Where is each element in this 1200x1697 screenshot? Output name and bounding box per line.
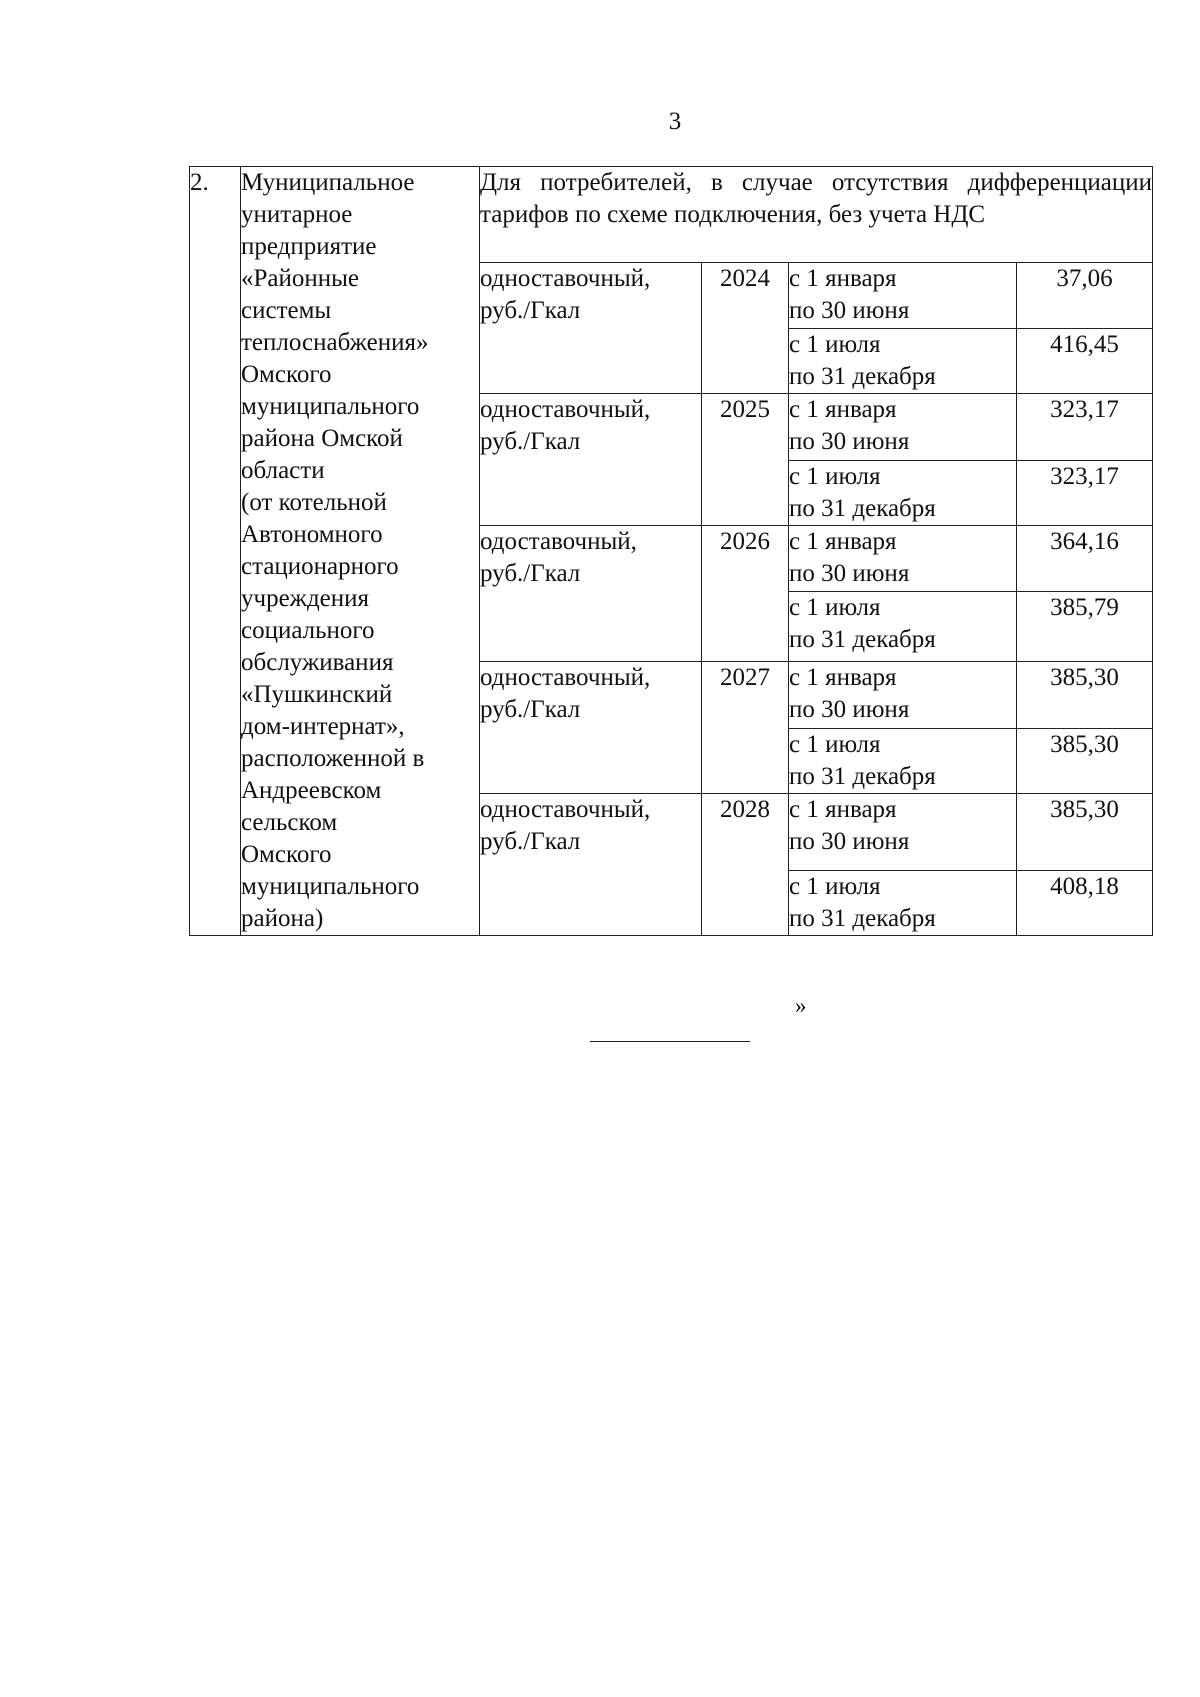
organization-line: Автономного <box>241 521 383 548</box>
condition-row <box>190 167 1153 263</box>
period-start: с 1 июля <box>789 730 881 758</box>
organization-line: предприятие <box>241 233 377 260</box>
row-number: 2. <box>190 167 241 936</box>
organization-line: муниципального <box>241 873 420 900</box>
period-second-half <box>789 460 1017 525</box>
organization-line: «Районные <box>241 265 360 292</box>
period-end: по 31 декабря <box>789 905 936 932</box>
tariff-type <box>480 263 702 394</box>
period-start: с 1 июля <box>789 462 881 490</box>
organization-line: области <box>241 457 325 484</box>
organization-line: расположенной в <box>241 745 425 772</box>
tariff-unit-line: руб./Гкал <box>480 297 581 324</box>
tariff-type <box>480 793 702 935</box>
tariff-value: 385,79 <box>1017 592 1153 662</box>
organization-line: (от котельной <box>241 489 387 516</box>
period-first-half <box>789 662 1017 728</box>
period-start: с 1 января <box>789 795 897 823</box>
period-first-half <box>789 793 1017 870</box>
period-end: по 30 июня <box>789 428 910 456</box>
tariff-type <box>480 662 702 793</box>
period-start: с 1 января <box>789 527 897 555</box>
organization-line: «Пушкинский <box>241 681 393 708</box>
period-start: с 1 июля <box>789 873 881 900</box>
tariff-value: 385,30 <box>1017 793 1153 870</box>
period-second-half <box>789 728 1017 793</box>
period-start: с 1 января <box>789 265 897 292</box>
tariff-year: 2025 <box>702 394 789 525</box>
tariff-value: 323,17 <box>1017 460 1153 525</box>
period-end: по 31 декабря <box>789 363 936 391</box>
tariff-value: 37,06 <box>1017 263 1153 329</box>
period-first-half <box>789 525 1017 591</box>
organization-line: социального <box>241 617 375 644</box>
organization-line: Омского <box>241 841 332 868</box>
tariff-type <box>480 394 702 525</box>
organization-line: района) <box>241 905 324 932</box>
page-number: 3 <box>668 108 682 135</box>
period-start: с 1 января <box>789 664 897 692</box>
period-start: с 1 января <box>789 396 897 424</box>
tariff-unit-line: руб./Гкал <box>480 559 581 587</box>
organization-line: обслуживания <box>241 649 394 676</box>
tariff-type <box>480 525 702 661</box>
period-end: по 31 декабря <box>789 494 936 522</box>
organization-line: муниципального <box>241 393 420 420</box>
tariff-value: 416,45 <box>1017 329 1153 394</box>
period-end: по 30 июня <box>789 559 910 587</box>
period-first-half <box>789 263 1017 329</box>
period-end: по 30 июня <box>789 827 910 855</box>
tariff-type-line: одноставочный, <box>480 265 651 292</box>
tariff-type-line: одноставочный, <box>480 795 651 823</box>
period-second-half <box>789 329 1017 394</box>
organization-line: стационарного <box>241 553 399 580</box>
tariff-value: 364,16 <box>1017 525 1153 591</box>
tariff-type-line: одноставочный, <box>480 664 651 692</box>
organization-line: сельском <box>241 809 338 836</box>
condition-text: Для потребителей, в случае отсутствия дифференциации тарифов по схеме подключения, без учета НДС <box>480 167 1153 263</box>
tariff-year: 2024 <box>702 263 789 394</box>
tariff-table <box>189 166 1153 936</box>
tariff-type-line: одноставочный, <box>480 396 651 424</box>
tariff-value: 408,18 <box>1017 871 1153 936</box>
tariff-type-line: одоставочный, <box>480 527 637 555</box>
organization-line: учреждения <box>241 585 370 612</box>
organization-line: теплоснабжения» <box>241 329 429 356</box>
organization-line: Андреевском <box>241 777 382 804</box>
organization-line: района Омской <box>241 425 403 452</box>
period-start: с 1 июля <box>789 331 881 359</box>
period-end: по 31 декабря <box>789 762 936 790</box>
period-end: по 30 июня <box>789 297 910 324</box>
tariff-year: 2028 <box>702 793 789 935</box>
period-second-half <box>789 592 1017 662</box>
end-rule <box>590 1041 750 1042</box>
organization-name <box>241 167 480 936</box>
organization-line: Омского <box>241 361 332 388</box>
period-end: по 30 июня <box>789 696 910 724</box>
tariff-value: 385,30 <box>1017 662 1153 728</box>
closing-quote: » <box>795 993 807 1018</box>
organization-line: Муниципальное <box>241 169 415 196</box>
period-end: по 31 декабря <box>789 626 936 654</box>
tariff-year: 2026 <box>702 525 789 661</box>
period-start: с 1 июля <box>789 594 881 622</box>
tariff-unit-line: руб./Гкал <box>480 696 581 724</box>
organization-line: системы <box>241 297 332 324</box>
tariff-value: 385,30 <box>1017 728 1153 793</box>
organization-line: дом-интернат», <box>241 713 405 740</box>
period-second-half <box>789 871 1017 936</box>
tariff-value: 323,17 <box>1017 394 1153 460</box>
tariff-unit-line: руб./Гкал <box>480 428 581 456</box>
tariff-unit-line: руб./Гкал <box>480 827 581 855</box>
organization-line: унитарное <box>241 201 353 228</box>
tariff-year: 2027 <box>702 662 789 793</box>
period-first-half <box>789 394 1017 460</box>
